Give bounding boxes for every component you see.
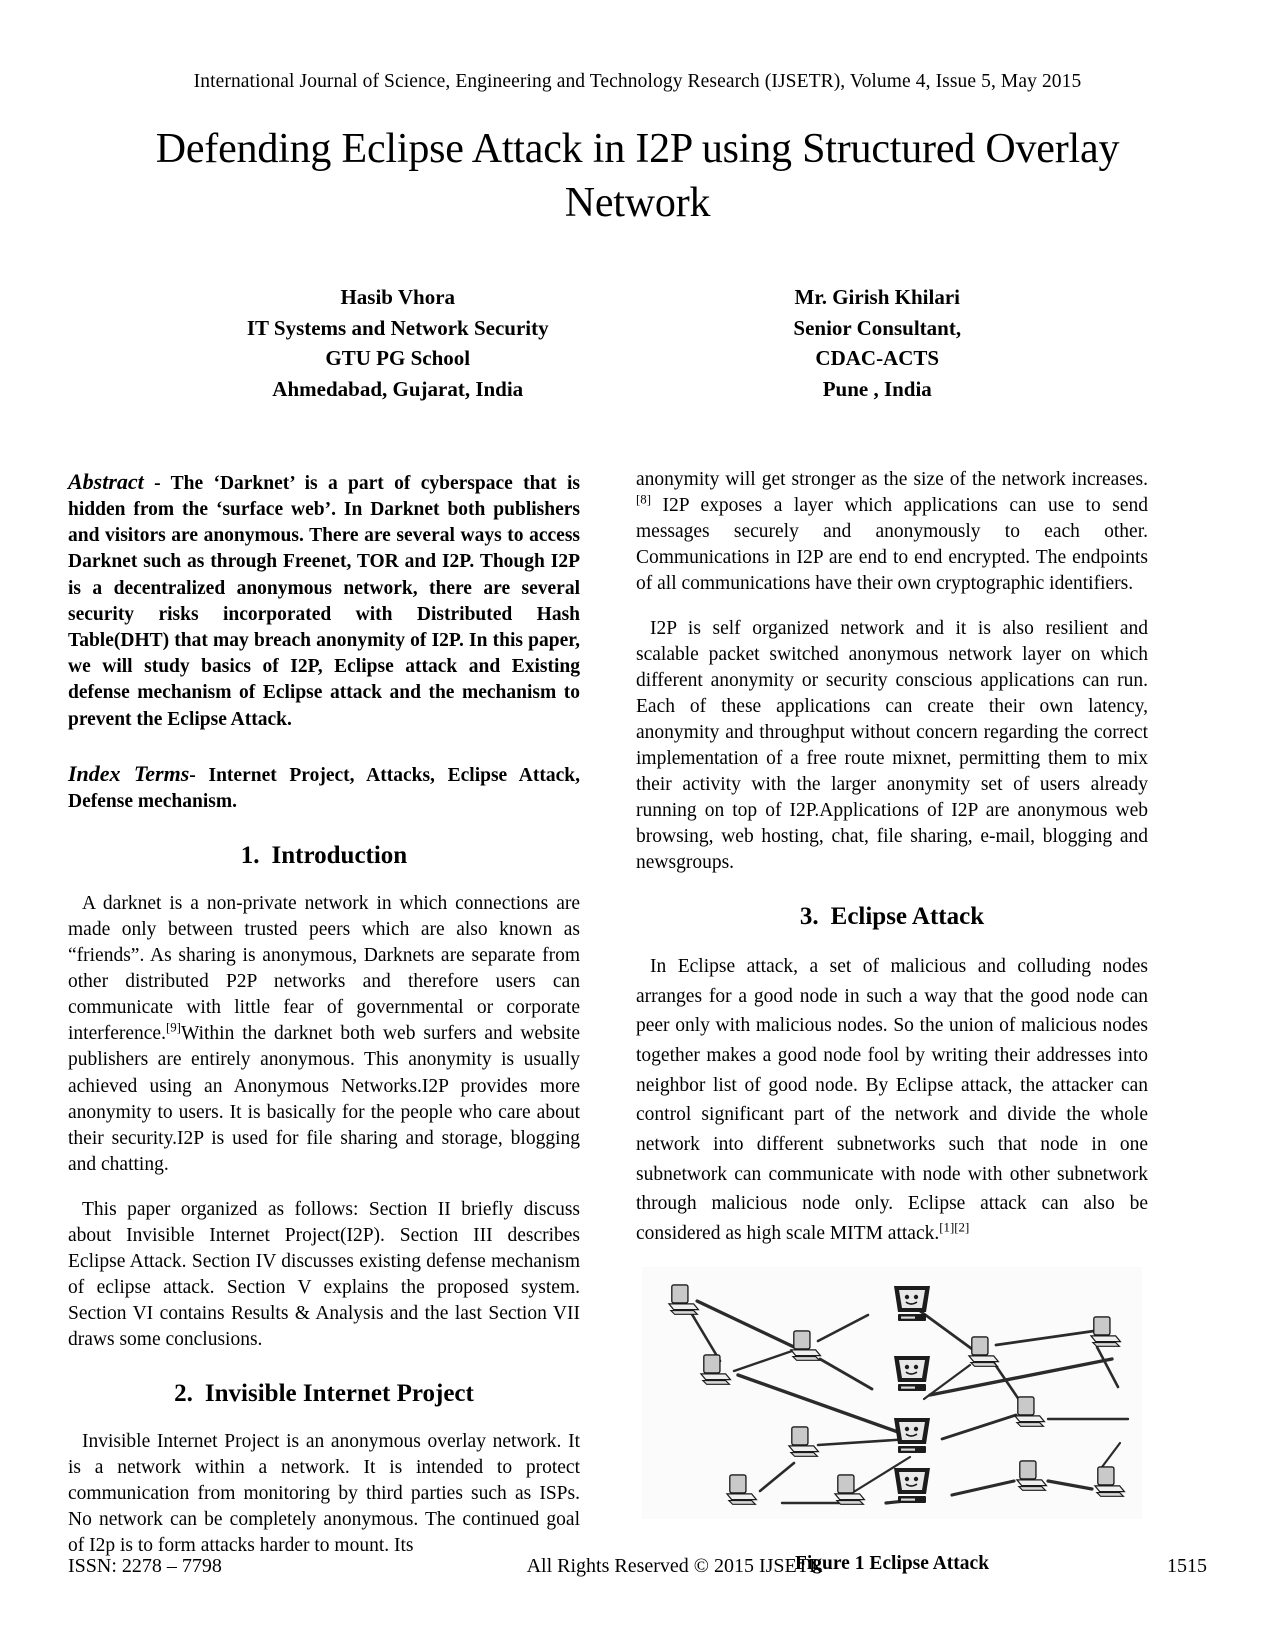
paragraph-part-1: Invisible Internet Project is an anonymous overlay network. It is a network within a network. It is intended to protect communication from monitoring by third parties such as ISPs. No network can be completely anonymous. The continued goal of I2p is to form attacks harder to mount. Its bbox=[68, 1430, 580, 1556]
page-footer bbox=[68, 1555, 1207, 1578]
section-heading-introduction bbox=[68, 841, 580, 871]
citation-ref: [1][2] bbox=[939, 1220, 970, 1235]
abstract-separator: - bbox=[143, 472, 171, 494]
page-title: Defending Eclipse Attack in I2P using Structured Overlay Network bbox=[155, 126, 1120, 226]
paragraph-part-1: A darknet is a non-private network in which connections are made only between trusted peers which are also known as “friends”. As sharing is anonymous, Darknets are separate from other distributed P2P networks and therefore users can communicate with little fear of governmental or corporate interference. bbox=[68, 893, 580, 1045]
section-title: Introduction bbox=[271, 842, 408, 870]
index-terms-text: Internet Project, Attacks, Eclipse Attack, Defense mechanism. bbox=[68, 764, 581, 813]
page-number: 1515 bbox=[1167, 1555, 1207, 1577]
author-list bbox=[68, 282, 1207, 405]
citation-ref: [8] bbox=[636, 492, 651, 507]
paragraph-part-1: anonymity will get stronger as the size of the network increases. bbox=[636, 468, 1148, 490]
figure-caption: Figure 1 Eclipse Attack bbox=[794, 1553, 990, 1575]
intro-paragraph-1 bbox=[68, 891, 580, 1177]
running-head: International Journal of Science, Engineering and Technology Research (IJSETR), Volume 4, Issue 5, May 2015 bbox=[193, 71, 1082, 92]
right-column bbox=[636, 467, 1148, 1578]
copyright-label: All Rights Reserved © 2015 IJSETR bbox=[526, 1555, 823, 1577]
paragraph-part-1: In Eclipse attack, a set of malicious and colluding nodes arranges for a good node in such a way that the good node can peer only with malicious nodes. So the union of malicious nodes together makes a good node fool by writing their addresses into neighbor list of good node. By Eclipse attack, the attacker can control significant part of the network and divide the whole network into different subnetworks such that node in one subnetwork can communicate with node with other subnetwork through malicious node only. Eclipse attack can also be considered as high scale MITM attack. bbox=[636, 956, 1148, 1244]
section-title: Invisible Internet Project bbox=[204, 1379, 474, 1407]
intro-paragraph-2 bbox=[68, 1197, 580, 1353]
section-number: 3. bbox=[799, 903, 819, 931]
paragraph-part-1: This paper organized as follows: Section II briefly discuss about Invisible Internet Project(I2P). Section III describes Eclipse Attack. Section IV discusses existing defense mechanism of eclipse attack. Section V explains the proposed system. Section VI contains Results & Analysis and the last Section VII draws some conclusions. bbox=[68, 1198, 580, 1350]
author-name: Hasib Vhora bbox=[340, 285, 456, 310]
section-heading-eclipse-attack bbox=[636, 902, 1148, 932]
eclipse-attack-network-diagram bbox=[642, 1267, 1142, 1519]
i2p-continued-paragraph-2 bbox=[636, 616, 1148, 876]
left-column bbox=[68, 467, 580, 1578]
abstract-paragraph bbox=[68, 467, 580, 733]
paragraph-part-1: I2P is self organized network and it is also resilient and scalable packet switched anonymous network layer on which different anonymity or security conscious applications can run. Each of these applications can create their own latency, anonymity and throughput without concern regarding the correct implementation of a free route mixnet, permitting them to mix their activity with the larger anonymity set of users already running on top of I2P.Applications of I2P are anonymous web browsing, web hosting, chat, file sharing, e-mail, blogging and newsgroups. bbox=[636, 617, 1148, 874]
index-terms-paragraph bbox=[68, 759, 580, 815]
section-title: Eclipse Attack bbox=[830, 903, 985, 931]
network-diagram-svg bbox=[642, 1267, 1142, 1519]
issn-label: ISSN: 2278 – 7798 bbox=[68, 1555, 222, 1577]
author-block-1 bbox=[158, 282, 638, 405]
eclipse-attack-paragraph-1 bbox=[636, 952, 1148, 1248]
index-terms-label: Index Terms bbox=[68, 760, 190, 786]
index-terms-separator: - bbox=[189, 764, 209, 786]
paragraph-part-2: I2P exposes a layer which applications can use to send messages securely and anonymously to each other. Communications in I2P are end to end encrypted. The endpoints of all communications have their own cryptographic identifiers. bbox=[636, 494, 1148, 594]
paragraph-part-2: Within the darknet both web surfers and website publishers are entirely anonymous. This anonymity is usually achieved using an Anonymous Networks.I2P provides more anonymity to users. It is basically for the people who care about their security.I2P is used for file sharing and storage, blogging and chatting. bbox=[68, 1023, 580, 1175]
i2p-continued-paragraph-1 bbox=[636, 467, 1148, 597]
author-affiliation-line-1: Senior Consultant, bbox=[793, 315, 962, 340]
figure-1 bbox=[636, 1267, 1148, 1575]
author-affiliation-line-2: CDAC-ACTS bbox=[815, 346, 940, 371]
author-block-2 bbox=[638, 282, 1118, 405]
i2p-paragraph-1 bbox=[68, 1429, 580, 1559]
section-number: 1. bbox=[240, 842, 260, 870]
author-location: Pune , India bbox=[822, 377, 932, 402]
abstract-label: Abstract bbox=[68, 468, 144, 494]
two-column-body bbox=[68, 467, 1207, 1578]
author-affiliation-line-2: GTU PG School bbox=[325, 346, 471, 371]
citation-ref: [9] bbox=[165, 1020, 181, 1035]
author-name: Mr. Girish Khilari bbox=[794, 285, 960, 310]
author-location: Ahmedabad, Gujarat, India bbox=[272, 377, 524, 402]
section-heading-invisible-internet-project bbox=[68, 1379, 580, 1409]
abstract-text: The ‘Darknet’ is a part of cyberspace that is hidden from the ‘surface web’. In Darknet both publishers and visitors are anonymous. There are several ways to access Darknet such as through Freenet, TOR and I2P. Though I2P is a decentralized anonymous network, there are several security risks incorporated with Distributed Hash Table(DHT) that may breach anonymity of I2P. In this paper, we will study basics of I2P, Eclipse attack and Existing defense mechanism of Eclipse attack and the mechanism to prevent the Eclipse Attack. bbox=[68, 472, 580, 730]
section-number: 2. bbox=[174, 1379, 193, 1407]
author-affiliation-line-1: IT Systems and Network Security bbox=[246, 315, 549, 340]
